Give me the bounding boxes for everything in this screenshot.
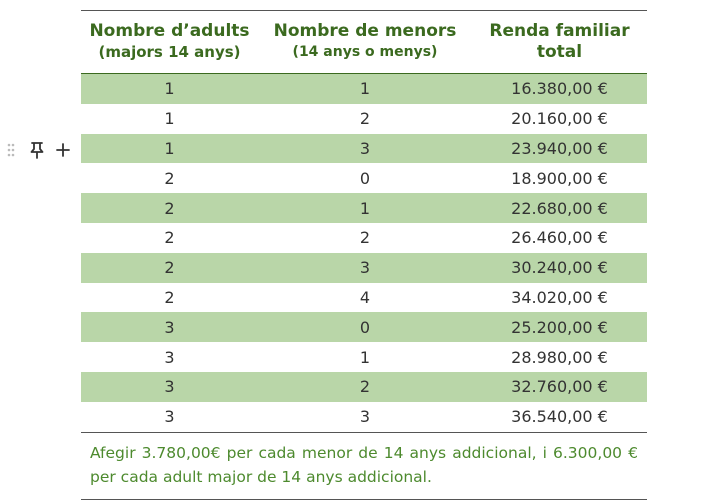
table-header xyxy=(81,11,647,74)
cell-menors: 2 xyxy=(359,228,371,248)
header-menors xyxy=(258,11,472,74)
table-row xyxy=(81,372,647,402)
header-row xyxy=(81,11,647,74)
cell-menors: 4 xyxy=(359,287,371,307)
header-menors-line2: (14 anys o menys) xyxy=(292,44,438,60)
header-renda-line1: Renda familiar xyxy=(489,21,630,41)
cell-adults: 2 xyxy=(81,253,258,283)
income-table xyxy=(81,10,647,433)
cell-renda: 20.160,00 € xyxy=(511,109,608,129)
cell-menors: 2 xyxy=(359,109,371,129)
cell-adults: 2 xyxy=(164,228,175,248)
pin-icon[interactable] xyxy=(26,139,48,161)
cell-menors: 3 xyxy=(258,134,472,164)
cell-renda: 34.020,00 € xyxy=(511,287,608,307)
table-row xyxy=(81,104,647,134)
cell-renda: 30.240,00 € xyxy=(472,253,647,283)
cell-menors: 1 xyxy=(258,74,472,104)
cell-menors: 2 xyxy=(258,372,472,402)
header-adults xyxy=(81,11,258,74)
cell-renda: 16.380,00 € xyxy=(472,74,647,104)
cell-adults: 2 xyxy=(164,287,175,307)
table-row xyxy=(81,253,647,283)
header-renda-line2: total xyxy=(536,42,583,62)
cell-adults: 1 xyxy=(81,134,258,164)
plus-icon[interactable] xyxy=(52,139,74,161)
cell-renda: 18.900,00 € xyxy=(511,168,608,188)
cell-renda: 28.980,00 € xyxy=(511,347,608,367)
table-row xyxy=(81,342,647,372)
income-table-container xyxy=(81,10,647,433)
cell-menors: 3 xyxy=(359,407,371,427)
table-row xyxy=(81,163,647,193)
cell-renda: 26.460,00 € xyxy=(511,228,608,248)
table-body xyxy=(81,74,647,433)
header-adults-line2: (majors 14 anys) xyxy=(98,43,241,61)
table-row xyxy=(81,312,647,342)
table-row xyxy=(81,134,647,164)
cell-menors: 0 xyxy=(359,168,371,188)
cell-adults: 1 xyxy=(81,74,258,104)
table-row xyxy=(81,193,647,223)
cell-renda: 23.940,00 € xyxy=(472,134,647,164)
row-toolbar xyxy=(0,137,82,163)
cell-adults: 3 xyxy=(81,372,258,402)
header-adults-line1: Nombre d’adults xyxy=(89,21,250,41)
header-renda xyxy=(472,11,647,74)
cell-adults: 1 xyxy=(164,109,175,129)
table-row xyxy=(81,223,647,253)
cell-renda: 25.200,00 € xyxy=(472,312,647,342)
cell-adults: 3 xyxy=(164,347,175,367)
cell-menors: 0 xyxy=(258,312,472,342)
cell-renda: 32.760,00 € xyxy=(472,372,647,402)
drag-handle-icon[interactable] xyxy=(4,140,18,160)
header-menors-line1: Nombre de menors xyxy=(273,21,457,41)
cell-menors: 1 xyxy=(258,193,472,223)
cell-adults: 3 xyxy=(164,407,175,427)
cell-adults: 2 xyxy=(81,193,258,223)
table-row xyxy=(81,283,647,313)
cell-renda: 36.540,00 € xyxy=(511,407,608,427)
table-row xyxy=(81,74,647,104)
cell-renda: 22.680,00 € xyxy=(472,193,647,223)
cell-adults: 3 xyxy=(81,312,258,342)
cell-menors: 3 xyxy=(258,253,472,283)
table-row xyxy=(81,402,647,432)
cell-adults: 2 xyxy=(164,168,175,188)
cell-menors: 1 xyxy=(359,347,371,367)
additional-income-note: Afegir 3.780,00€ per cada menor de 14 anys addicional, i 6.300,00 € per cada adult major de 14 anys addicional. xyxy=(81,430,647,500)
